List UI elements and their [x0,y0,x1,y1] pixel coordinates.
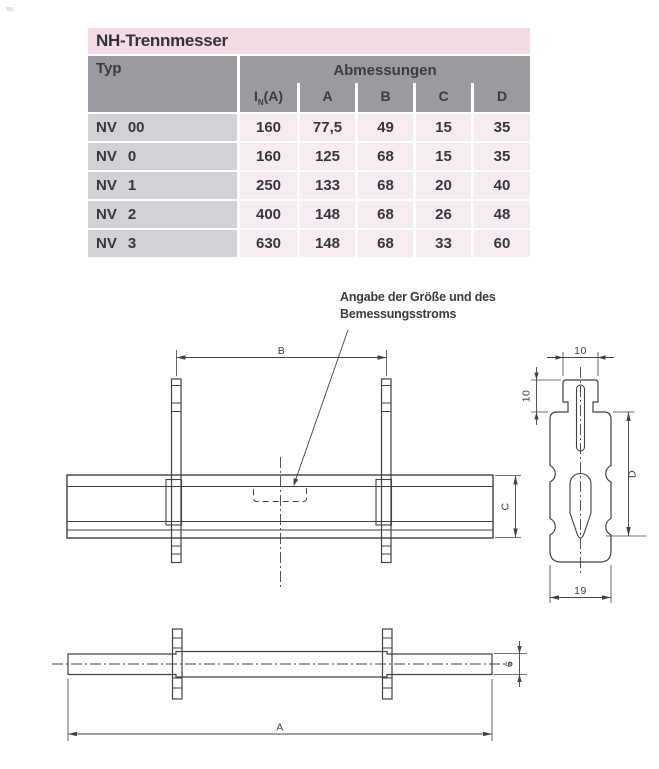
annotation-leader-line [295,330,349,483]
a-value: 133 [300,172,355,199]
dim-tabheight-extension-lines [531,380,561,412]
typ-cell [88,114,237,141]
left-handle-section-ridges [173,638,183,688]
c-value: 26 [416,201,471,228]
table-row-nv1 [88,172,530,199]
b-value: 68 [358,143,413,170]
b-value: 49 [358,114,413,141]
c-value: 15 [416,143,471,170]
dim-label-b: B [277,345,286,357]
spec-table [88,28,530,257]
in-base: I [253,88,258,104]
series-label: NV [96,235,117,252]
b-value: 68 [358,172,413,199]
table-row-nv2 [88,201,530,228]
annotation-leader-arrow [294,478,299,486]
dim-tabwidth-arrow-left [556,355,564,359]
d-value: 60 [474,230,530,257]
front-view [67,330,521,588]
dim-tabheight-arrow-top [534,373,538,381]
table-row-nv3 [88,230,530,257]
left-handle [172,379,182,563]
typ-cell [88,201,237,228]
series-label: NV [96,119,117,136]
right-handle [382,379,392,563]
size-label: 3 [127,235,137,252]
left-handle-ridges [172,386,182,555]
dim-label-c: C [499,502,512,511]
column-group-abmessungen [240,56,530,112]
dim-tabheight-arrow-bottom [534,412,538,420]
in-value: 630 [240,230,297,257]
dim-label-d: D [626,469,639,479]
series-label: NV [96,148,117,165]
a-value: 148 [300,201,355,228]
annotation-line2: Bemessungsstroms [340,307,457,321]
b-value: 68 [358,201,413,228]
sub-header-row [240,83,530,112]
size-label: 1 [127,177,137,194]
column-header-d: D [474,83,530,112]
dim-label-tab-height: 10 [520,389,533,403]
a-value: 125 [300,143,355,170]
dim-label-6: 6 [503,660,516,668]
d-value: 35 [474,114,530,141]
d-value: 40 [474,172,530,199]
rating-label-area [254,487,307,502]
column-header-typ: Typ [88,56,237,112]
right-handle-section-ridges [383,638,393,688]
column-header-a: A [300,83,355,112]
column-header-b: B [358,83,413,112]
column-header-in [240,83,297,112]
dim-label-a: A [276,721,284,734]
in-value: 160 [240,114,297,141]
in-value: 160 [240,143,297,170]
dim-thickness-arrow-top [517,646,521,654]
d-value: 35 [474,143,530,170]
column-group-label: Abmessungen [240,56,530,83]
size-label: 00 [127,119,145,136]
bottom-view [52,629,527,741]
annotation-line1: Angabe der Größe und des [340,290,496,304]
dim-label-19: 19 [574,585,587,597]
table-header [88,56,530,112]
a-value: 77,5 [300,114,355,141]
in-subscript: N [257,97,264,107]
table-row-nv0 [88,143,530,170]
series-label: NV [96,177,117,194]
dim-tabwidth-arrow-right [598,355,606,359]
annotation-note [340,289,510,323]
table-row-nv00 [88,114,530,141]
typ-cell [88,172,237,199]
b-value: 68 [358,230,413,257]
right-handle-ridges [382,386,392,555]
d-value: 48 [474,201,530,228]
blade-bar-edge-lines [67,487,493,531]
a-value: 148 [300,230,355,257]
dim-label-tab-width: 10 [574,345,587,357]
c-value: 33 [416,230,471,257]
c-value: 20 [416,172,471,199]
dim-thickness-arrow-bottom [517,675,521,683]
in-value: 250 [240,172,297,199]
column-header-c: C [416,83,471,112]
size-label: 0 [127,148,137,165]
series-label: NV [96,206,117,223]
blade-bar-outline [67,475,493,538]
table-title: NH-Trennmesser [88,28,530,54]
in-unit: (A) [263,88,284,104]
typ-cell [88,143,237,170]
size-label: 2 [127,206,137,223]
c-value: 15 [416,114,471,141]
in-value: 400 [240,201,297,228]
typ-cell [88,230,237,257]
